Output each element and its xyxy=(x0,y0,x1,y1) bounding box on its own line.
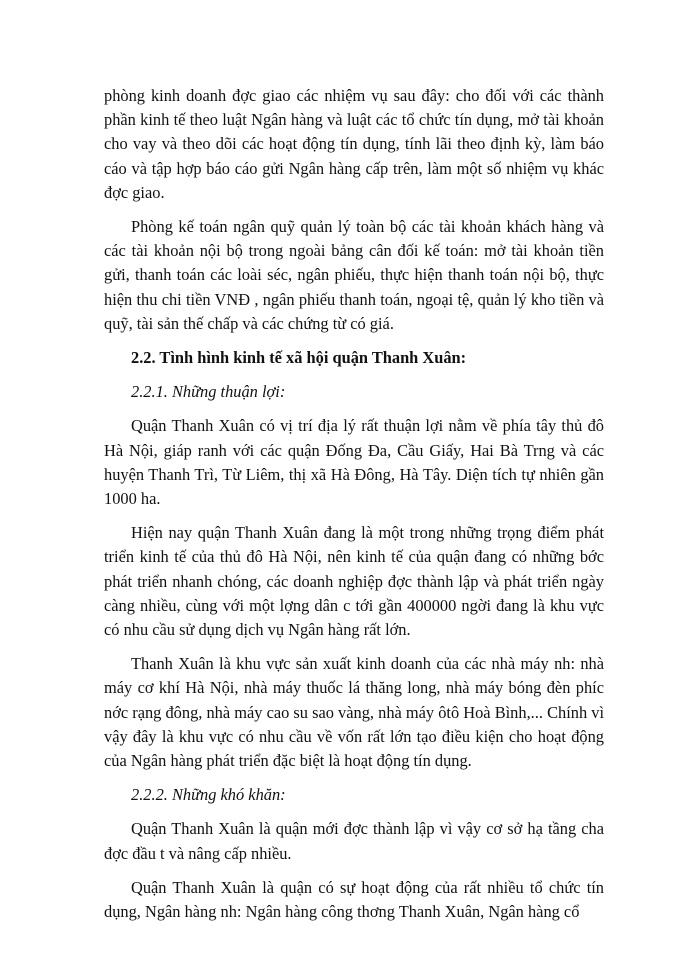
paragraph-economic-development: Hiện nay quận Thanh Xuân đang là một trong những trọng điểm phát triển kinh tế của thủ đô Hà Nội, nên kinh tế của quận đang có những bớc phát triển nhanh chóng, các doanh nghiệp đợc thành lập và phát triển ngày càng nhiều, cùng với một lợng dân c tới gần 400000 ngời đang là khu vực có nhu cầu sử dụng dịch vụ Ngân hàng rất lớn. xyxy=(104,523,604,640)
subsection-heading-difficulties: 2.2.2. Những khó khăn: xyxy=(131,785,286,805)
paragraph-department-duties: phòng kinh doanh đợc giao các nhiệm vụ sau đây: cho đối với các thành phần kinh tế theo luật Ngân hàng và luật các tổ chức tín dụng, mở tài khoản cho vay và theo dõi các hoạt động tín dụng, tính lãi theo định kỳ, làm báo cáo và tập hợp báo cáo gửi Ngân hàng cấp trên, làm một số nhiệm vụ khác đợc giao. xyxy=(104,86,604,202)
section-heading-2-2: 2.2. Tình hình kinh tế xã hội quận Thanh Xuân: xyxy=(131,348,467,368)
paragraph-infrastructure: Quận Thanh Xuân là quận mới đợc thành lập vì vậy cơ sở hạ tầng cha đợc đầu t và nâng cấp nhiều. xyxy=(104,819,604,863)
document-page xyxy=(104,84,604,934)
paragraph-accounting-department: Phòng kế toán ngân quỹ quản lý toàn bộ các tài khoản khách hàng và các tài khoản nội bộ trong ngoài bảng cân đối kế toán: mở tài khoản tiền gửi, thanh toán các loài séc, ngân phiếu, thực hiện thanh toán nội bộ, thực hiện thu chi tiền VNĐ , ngân phiếu thanh toán, ngoại tệ, quản lý kho tiền và quỹ, tài sản thế chấp và các chứng từ có giá. xyxy=(104,217,604,333)
paragraph-factories: Thanh Xuân là khu vực sản xuất kinh doanh của các nhà máy nh: nhà máy cơ khí Hà Nội, nhà máy thuốc lá thăng long, nhà máy bóng đèn phíc nớc rạng đông, nhà máy cao su sao vàng, nhà máy ôtô Hoà Bình,... Chính vì vậy đây là khu vực có nhu cầu về vốn rất lớn tạo điều kiện cho hoạt động của Ngân hàng phát triển đặc biệt là hoạt động tín dụng. xyxy=(104,654,604,771)
paragraph-competitors: Quận Thanh Xuân là quận có sự hoạt động của rất nhiều tổ chức tín dụng, Ngân hàng nh: Ngân hàng công thơng Thanh Xuân, Ngân hàng cổ xyxy=(104,877,604,922)
paragraph-location: Quận Thanh Xuân có vị trí địa lý rất thuận lợi nằm về phía tây thủ đô Hà Nội, giáp ranh với các quận Đống Đa, Cầu Giấy, Hai Bà Trng và các huyện Thanh Trì, Từ Liêm, thị xã Hà Đông, Hà Tây. Diện tích tự nhiên gần 1000 ha. xyxy=(104,416,604,509)
subsection-heading-advantages: 2.2.1. Những thuận lợi: xyxy=(131,382,286,402)
